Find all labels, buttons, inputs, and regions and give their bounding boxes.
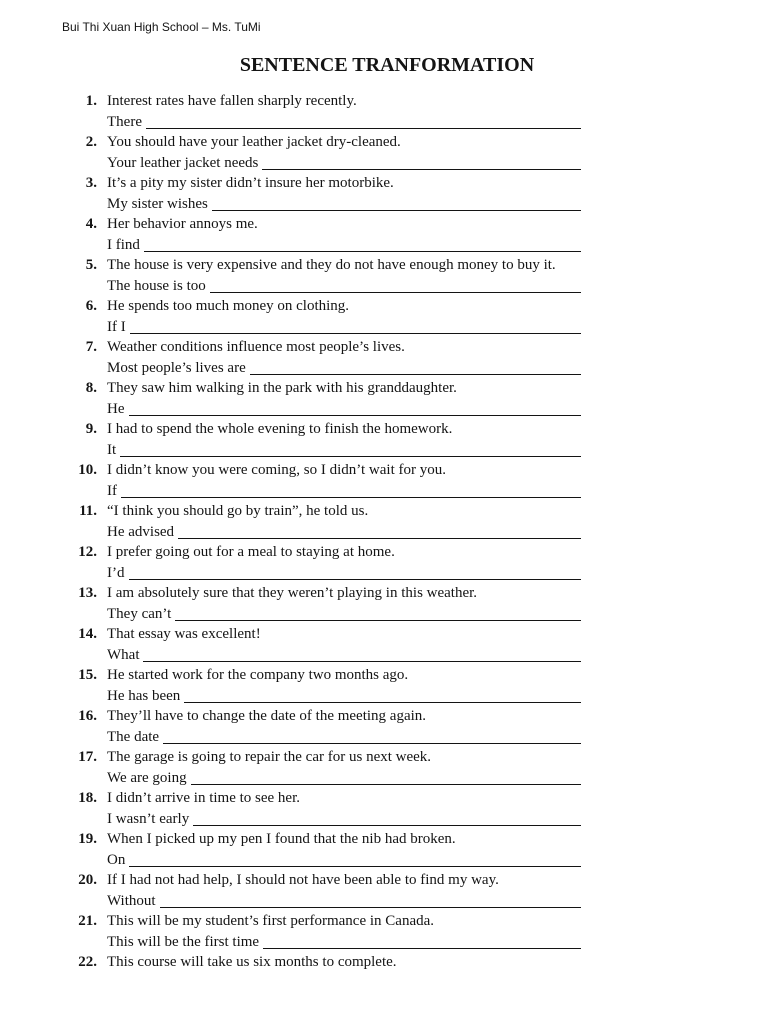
item-number: 19. (78, 831, 97, 847)
answer-blank (129, 866, 581, 867)
rewrite-line (107, 153, 581, 174)
original-sentence: I didn’t arrive in time to see her. (107, 790, 301, 806)
exercise-item-15 (70, 665, 581, 706)
rewrite-line (107, 809, 581, 830)
rewrite-prompt: I find (107, 236, 140, 253)
item-number: 3. (85, 175, 97, 191)
exercise-item-12 (70, 542, 581, 583)
rewrite-line (107, 604, 581, 625)
rewrite-line (107, 932, 581, 953)
answer-blank (120, 456, 581, 457)
answer-blank (175, 620, 581, 621)
answer-blank (143, 661, 581, 662)
answer-blank (144, 251, 581, 252)
rewrite-prompt: Without (107, 892, 156, 909)
answer-blank (146, 128, 581, 129)
original-sentence: This course will take us six months to complete. (107, 954, 397, 970)
rewrite-line (107, 481, 581, 502)
rewrite-line (107, 358, 581, 379)
exercise-item-16 (70, 706, 581, 747)
rewrite-line (107, 317, 581, 338)
rewrite-line (107, 194, 581, 215)
rewrite-prompt: What (107, 646, 140, 663)
original-sentence: That essay was excellent! (107, 626, 261, 642)
rewrite-prompt: Most people’s lives are (107, 359, 246, 376)
original-sentence: He started work for the company two months ago. (107, 667, 409, 683)
answer-blank (263, 948, 581, 949)
answer-blank (129, 579, 582, 580)
answer-blank (160, 907, 581, 908)
exercise-item-10 (70, 460, 581, 501)
rewrite-line (107, 522, 581, 543)
original-sentence: You should have your leather jacket dry-cleaned. (107, 134, 401, 150)
item-number: 22. (78, 954, 97, 970)
exercise-item-9 (70, 419, 581, 460)
exercise-item-19 (70, 829, 581, 870)
original-sentence: I didn’t know you were coming, so I didn’t wait for you. (107, 462, 446, 478)
rewrite-prompt: My sister wishes (107, 195, 208, 212)
rewrite-line (107, 768, 581, 789)
exercise-item-2 (70, 132, 581, 173)
exercise-item-3 (70, 173, 581, 214)
rewrite-prompt: We are going (107, 769, 187, 786)
original-sentence: The garage is going to repair the car for us next week. (107, 749, 432, 765)
original-sentence: If I had not had help, I should not have been able to find my way. (107, 872, 499, 888)
item-number: 2. (85, 134, 97, 150)
exercise-list (70, 91, 581, 993)
answer-blank (163, 743, 581, 744)
rewrite-prompt: The date (107, 728, 160, 745)
exercise-item-4 (70, 214, 581, 255)
rewrite-prompt: On (107, 851, 126, 868)
original-sentence: When I picked up my pen I found that the nib had broken. (107, 831, 456, 847)
item-number: 20. (78, 872, 97, 888)
original-sentence: I had to spend the whole evening to finish the homework. (107, 421, 453, 437)
item-number: 16. (78, 708, 97, 724)
school-header: Bui Thi Xuan High School – Ms. TuMi (62, 20, 261, 34)
answer-blank (191, 784, 581, 785)
original-sentence: The house is very expensive and they do not have enough money to buy it. (107, 257, 556, 273)
rewrite-line (107, 440, 581, 461)
answer-blank (262, 169, 581, 170)
rewrite-prompt: They can’t (107, 605, 172, 622)
original-sentence: I prefer going out for a meal to staying at home. (107, 544, 395, 560)
original-sentence: They saw him walking in the park with his granddaughter. (107, 380, 457, 396)
answer-blank (178, 538, 581, 539)
item-number: 18. (78, 790, 97, 806)
item-number: 15. (78, 667, 97, 683)
exercise-item-11 (70, 501, 581, 542)
answer-blank (130, 333, 581, 334)
rewrite-prompt: He (107, 400, 125, 417)
exercise-item-21 (70, 911, 581, 952)
exercise-item-6 (70, 296, 581, 337)
original-sentence: Weather conditions influence most people’s lives. (107, 339, 405, 355)
rewrite-prompt: It (107, 441, 117, 458)
answer-blank (210, 292, 581, 293)
exercise-item-20 (70, 870, 581, 911)
rewrite-line (107, 727, 581, 748)
item-number: 6. (85, 298, 97, 314)
original-sentence: Interest rates have fallen sharply recently. (107, 93, 357, 109)
item-number: 10. (78, 462, 97, 478)
answer-blank (250, 374, 581, 375)
item-number: 8. (85, 380, 97, 396)
answer-blank (212, 210, 581, 211)
original-sentence: Her behavior annoys me. (107, 216, 258, 232)
rewrite-line (107, 563, 581, 584)
item-number: 7. (85, 339, 97, 355)
exercise-item-13 (70, 583, 581, 624)
item-number: 5. (85, 257, 97, 273)
rewrite-prompt: He has been (107, 687, 181, 704)
rewrite-prompt: Your leather jacket needs (107, 154, 259, 171)
exercise-item-1 (70, 91, 581, 132)
rewrite-prompt: I wasn’t early (107, 810, 190, 827)
rewrite-line (107, 645, 581, 666)
original-sentence: I am absolutely sure that they weren’t playing in this weather. (107, 585, 478, 601)
item-number: 21. (78, 913, 97, 929)
original-sentence: It’s a pity my sister didn’t insure her motorbike. (107, 175, 394, 191)
rewrite-line (107, 276, 581, 297)
exercise-item-22 (70, 952, 581, 993)
item-number: 4. (85, 216, 97, 232)
rewrite-line (107, 686, 581, 707)
exercise-item-8 (70, 378, 581, 419)
rewrite-line (107, 399, 581, 420)
rewrite-line (107, 112, 581, 133)
rewrite-line (107, 235, 581, 256)
rewrite-prompt: I’d (107, 564, 125, 581)
exercise-item-14 (70, 624, 581, 665)
answer-blank (129, 415, 582, 416)
exercise-item-17 (70, 747, 581, 788)
item-number: 13. (78, 585, 97, 601)
rewrite-prompt: This will be the first time (107, 933, 260, 950)
item-number: 14. (78, 626, 97, 642)
original-sentence: He spends too much money on clothing. (107, 298, 350, 314)
item-number: 11. (79, 503, 97, 519)
rewrite-prompt: If I (107, 318, 126, 335)
rewrite-prompt: There (107, 113, 142, 130)
original-sentence: This will be my student’s first performance in Canada. (107, 913, 435, 929)
original-sentence: They’ll have to change the date of the meeting again. (107, 708, 427, 724)
exercise-item-5 (70, 255, 581, 296)
item-number: 1. (85, 93, 97, 109)
rewrite-prompt: He advised (107, 523, 175, 540)
exercise-item-7 (70, 337, 581, 378)
answer-blank (121, 497, 581, 498)
answer-blank (193, 825, 581, 826)
item-number: 12. (78, 544, 97, 560)
item-number: 9. (85, 421, 97, 437)
worksheet-title: SENTENCE TRANFORMATION (239, 54, 535, 76)
item-number: 17. (78, 749, 97, 765)
rewrite-prompt: If (107, 482, 117, 499)
rewrite-line (107, 850, 581, 871)
rewrite-line (107, 891, 581, 912)
rewrite-prompt: The house is too (107, 277, 206, 294)
exercise-item-18 (70, 788, 581, 829)
original-sentence: “I think you should go by train”, he told us. (107, 503, 369, 519)
answer-blank (184, 702, 581, 703)
